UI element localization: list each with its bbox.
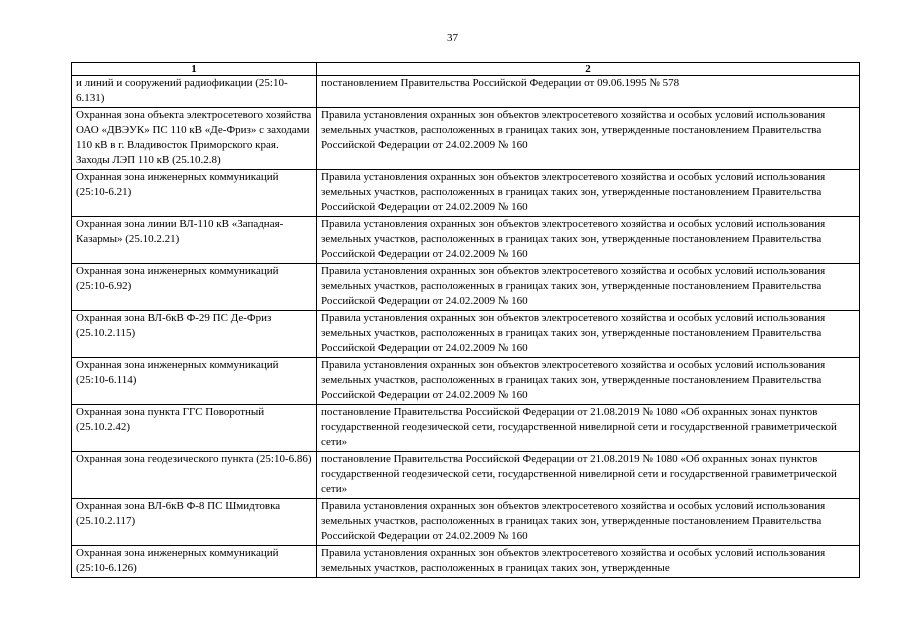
zone-name-cell: Охранная зона инженерных коммуникаций (25:10-6.92) xyxy=(72,264,317,311)
legal-basis-cell: Правила установления охранных зон объектов электросетевого хозяйства и особых условий использования земельных участков, расположенных в границах таких зон, утвержденные постановлением Правительства Российской Федерации от 24.02.2009 № 160 xyxy=(317,499,860,546)
legal-basis-cell: Правила установления охранных зон объектов электросетевого хозяйства и особых условий использования земельных участков, расположенных в границах таких зон, утвержденные постановлением Правительства Российской Федерации от 24.02.2009 № 160 xyxy=(317,358,860,405)
page-number: 37 xyxy=(447,32,458,44)
zone-name-cell: Охранная зона объекта электросетевого хозяйства ОАО «ДВЭУК» ПС 110 кВ «Де-Фриз» с заходами 110 кВ в г. Владивосток Приморского края. Заходы ЛЭП 110 кВ (25.10.2.8) xyxy=(72,108,317,170)
table-row xyxy=(72,452,860,499)
zone-name-cell: Охранная зона геодезического пункта (25:10-6.86) xyxy=(72,452,317,499)
table-header-row xyxy=(72,63,860,76)
table-row xyxy=(72,546,860,578)
legal-basis-cell: постановление Правительства Российской Федерации от 21.08.2019 № 1080 «Об охранных зонах пунктов государственной геодезической сети, государственной нивелирной сети и государственной гравиметрической сети» xyxy=(317,405,860,452)
zone-name-cell: и линий и сооружений радиофикации (25:10-6.131) xyxy=(72,76,317,108)
table-row xyxy=(72,311,860,358)
table-row xyxy=(72,499,860,546)
zone-name-cell: Охранная зона инженерных коммуникаций (25:10-6.114) xyxy=(72,358,317,405)
protection-zones-table xyxy=(71,62,860,578)
zone-name-cell: Охранная зона ВЛ-6кВ Ф-29 ПС Де-Фриз (25.10.2.115) xyxy=(72,311,317,358)
table-row xyxy=(72,358,860,405)
column-header-2: 2 xyxy=(317,63,860,76)
zone-name-cell: Охранная зона линии ВЛ-110 кВ «Западная-Казармы» (25.10.2.21) xyxy=(72,217,317,264)
table-row xyxy=(72,217,860,264)
legal-basis-cell: постановление Правительства Российской Федерации от 21.08.2019 № 1080 «Об охранных зонах пунктов государственной геодезической сети, государственной нивелирной сети и государственной гравиметрической сети» xyxy=(317,452,860,499)
legal-basis-cell: Правила установления охранных зон объектов электросетевого хозяйства и особых условий использования земельных участков, расположенных в границах таких зон, утвержденные xyxy=(317,546,860,578)
table-row xyxy=(72,170,860,217)
table-row xyxy=(72,76,860,108)
legal-basis-cell: Правила установления охранных зон объектов электросетевого хозяйства и особых условий использования земельных участков, расположенных в границах таких зон, утвержденные постановлением Правительства Российской Федерации от 24.02.2009 № 160 xyxy=(317,108,860,170)
legal-basis-cell: постановлением Правительства Российской Федерации от 09.06.1995 № 578 xyxy=(317,76,860,108)
zone-name-cell: Охранная зона ВЛ-6кВ Ф-8 ПС Шмидтовка (25.10.2.117) xyxy=(72,499,317,546)
zone-name-cell: Охранная зона пункта ГГС Поворотный (25.10.2.42) xyxy=(72,405,317,452)
table-row xyxy=(72,264,860,311)
zone-name-cell: Охранная зона инженерных коммуникаций (25:10-6.21) xyxy=(72,170,317,217)
legal-basis-cell: Правила установления охранных зон объектов электросетевого хозяйства и особых условий использования земельных участков, расположенных в границах таких зон, утвержденные постановлением Правительства Российской Федерации от 24.02.2009 № 160 xyxy=(317,170,860,217)
table-row xyxy=(72,405,860,452)
zone-name-cell: Охранная зона инженерных коммуникаций (25:10-6.126) xyxy=(72,546,317,578)
column-header-1: 1 xyxy=(72,63,317,76)
legal-basis-cell: Правила установления охранных зон объектов электросетевого хозяйства и особых условий использования земельных участков, расположенных в границах таких зон, утвержденные постановлением Правительства Российской Федерации от 24.02.2009 № 160 xyxy=(317,311,860,358)
table-row xyxy=(72,108,860,170)
legal-basis-cell: Правила установления охранных зон объектов электросетевого хозяйства и особых условий использования земельных участков, расположенных в границах таких зон, утвержденные постановлением Правительства Российской Федерации от 24.02.2009 № 160 xyxy=(317,217,860,264)
legal-basis-cell: Правила установления охранных зон объектов электросетевого хозяйства и особых условий использования земельных участков, расположенных в границах таких зон, утвержденные постановлением Правительства Российской Федерации от 24.02.2009 № 160 xyxy=(317,264,860,311)
